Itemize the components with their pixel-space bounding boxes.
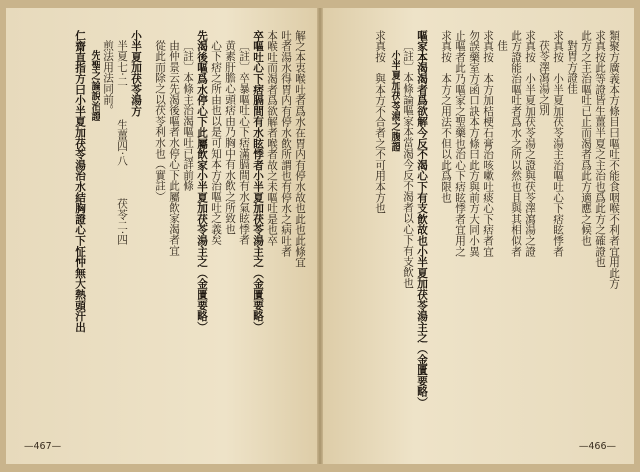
text-column: 小半夏加茯苓湯之腹證 — [389, 50, 400, 152]
text-column: 由仲景云先渴後嘔者水停心下此屬飲家渴者宜 — [168, 40, 180, 256]
text-column: 卒嘔吐心下痞膈間有水眩悸者小半夏加茯苓湯主之（金匱要略） — [252, 30, 264, 333]
right-page — [320, 8, 634, 464]
right-text-block — [334, 30, 620, 422]
text-column — [430, 30, 438, 422]
text-column: 本喉吐而渴者爲欲解者喉者故之未嘔吐是也卒 — [266, 30, 278, 246]
book-gutter — [317, 8, 323, 464]
text-column: 此方之主治嘔吐已止而渴者爲此方適應之候也 — [580, 30, 592, 246]
text-column: 從此而除之以茯苓利水也（實註） — [154, 40, 166, 202]
text-column: 勿誤藥室方函口訣本方條曰此方與前方大同小異 — [468, 30, 480, 257]
text-column: 求真按此等證皆生薑半夏之主治也爲此方之確證也 — [594, 30, 606, 268]
left-page — [6, 8, 320, 464]
text-column: 求真按 小半夏加茯苓湯主治嘔吐心下痞眩悸者 — [552, 30, 564, 257]
left-text-block — [24, 30, 306, 422]
text-column: 佳 — [496, 40, 508, 51]
text-column: 先渴後嘔爲水停心下此屬飲家小半夏加茯苓湯主之（金匱要略） — [196, 30, 208, 333]
left-page-number: —467— — [24, 441, 62, 452]
book-spread — [6, 8, 634, 464]
text-column: 〔註〕本條論嘔家本當渴今反不渴者以心下有支飲也 — [402, 40, 414, 289]
text-column: 此方證能治嘔吐者爲水之所以然也且與其相似者 — [510, 30, 522, 257]
text-column: 先聖之論說治證 — [89, 50, 100, 122]
text-column: 小半夏加茯苓湯方 — [130, 30, 142, 117]
text-column: 茯苓澤瀉湯之別 — [538, 40, 550, 116]
text-column: 黄素肝膽心頭痞由乃胸中有水飲之所致也 — [224, 40, 236, 235]
text-column: 求真按 本方之用法不但以此爲限也 — [440, 30, 452, 203]
text-column: 心下痞之所由也以是可知本方治嘔吐之義矣 — [210, 40, 222, 246]
text-column: 止嘔者此乃嘔家之聖藥也治心下痞眩悸者宜用之 — [454, 30, 466, 257]
text-column: 仁齋直指方曰小半夏加茯苓湯治水結胸證心下怔忡無大熱頭汗出 — [74, 30, 86, 333]
text-column: 嘔家本渴渴者爲欲解今反不渴心下有支飲故也小半夏加茯苓湯主之（金匱要略） — [416, 30, 428, 408]
text-column: 〔註〕本條主治渴嘔吐已詳前條 — [182, 40, 194, 192]
text-column: 煎法用法同前。 — [102, 40, 114, 116]
right-page-number: —466— — [578, 441, 616, 452]
text-column: 求真按 小半夏加茯苓湯之證與茯苓澤瀉湯之證 — [524, 30, 536, 257]
text-column: 對胃方證佳 — [566, 40, 578, 94]
text-column — [144, 30, 152, 422]
text-column: 吐者湯水得胃内有停水飲所謂也有停水之病吐者 — [280, 30, 292, 257]
text-column: 解之本衷喉吐者爲水在胃内有停水故也此也此條宜 — [294, 30, 306, 268]
text-column: 求真按 與本方不合者之不可用本方也 — [374, 30, 386, 214]
text-column: 半夏七·二 生薑四·八 茯苓二·四 — [116, 40, 128, 246]
text-column: 求真按 本方加桔梗石膏治咳嗽吐痰心下痞者宜 — [482, 30, 494, 257]
text-column: 類聚方廣義本方條目曰嘔吐不能食咽喉不利者宜用此方 — [608, 30, 620, 290]
text-column: 〔註〕卒暴嘔吐心下痞滿膈間有水氣眩悸者 — [238, 40, 250, 246]
